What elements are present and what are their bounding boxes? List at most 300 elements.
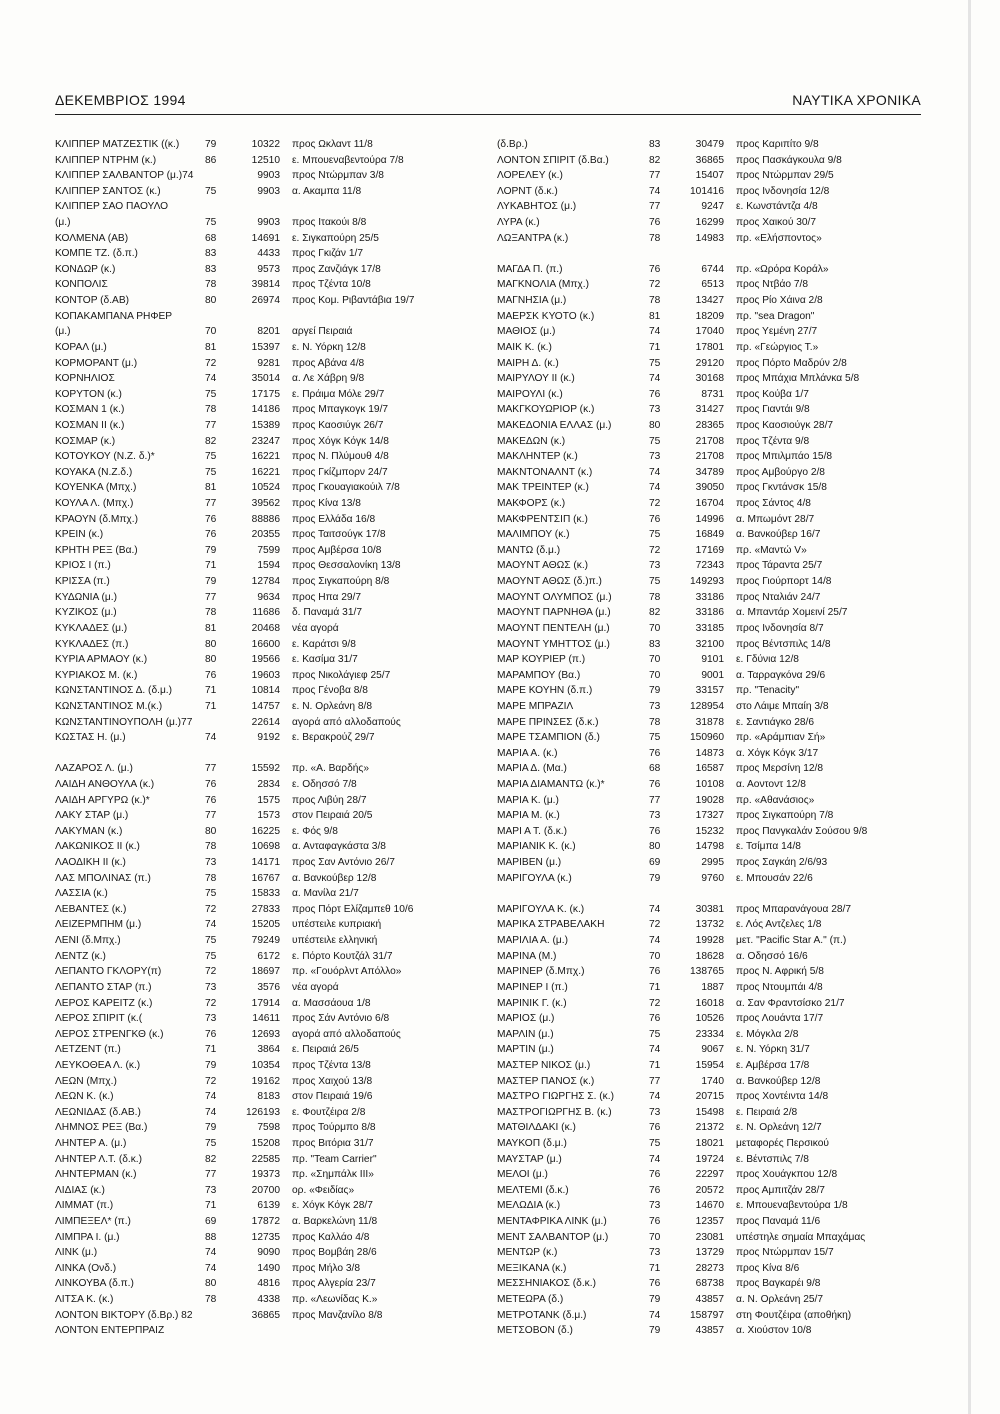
ship-entry <box>55 184 485 200</box>
tonnage: 19028 <box>695 794 724 806</box>
status-destination: ε. Πειραιά 26/5 <box>292 1044 359 1056</box>
ship-name: ΜΑΟΥΝΤ ΠΕΝΤΕΛΗ (μ.) <box>497 622 610 634</box>
ship-name: ΛΕΩΝ (Μπχ.) <box>55 1075 117 1087</box>
ship-name: ΜΕΛΤΕΜΙ (δ.κ.) <box>497 1184 569 1196</box>
ship-entry <box>497 621 927 637</box>
tonnage: 20468 <box>251 622 280 634</box>
ship-name: ΜΑΛΙΜΠΟΥ (κ.) <box>497 529 570 541</box>
status-destination: α. Ταρραγκόνα 29/6 <box>736 669 826 681</box>
ship-name: ΚΛΙΠΠΕΡ ΣΑΟ ΠΑΟΥΛΟ <box>55 201 169 213</box>
build-year: 71 <box>205 1200 217 1212</box>
ship-entry <box>497 1323 927 1339</box>
ship-entry <box>55 199 485 215</box>
build-year: 73 <box>649 1200 661 1212</box>
ship-entry <box>55 808 485 824</box>
status-destination: προς Βαγκαρέι 9/8 <box>736 1278 821 1290</box>
build-year: 76 <box>649 513 661 525</box>
tonnage: 101416 <box>690 185 724 197</box>
ship-name: ΚΟΥΕΝΚΑ (Μπχ.) <box>55 482 137 494</box>
build-year: 71 <box>205 1044 217 1056</box>
status-destination: προς Ντώρμπαν 15/7 <box>736 1247 834 1259</box>
tonnage: 19724 <box>695 1153 724 1165</box>
tonnage: 32100 <box>695 638 724 650</box>
status-destination: προς Ντώρμπαν 3/8 <box>292 170 384 182</box>
ship-entry <box>55 387 485 403</box>
ship-name: ΛΟΝΤΟΝ ΕΝΤΕΡΠΡΑΙΖ <box>55 1325 165 1337</box>
ship-entry <box>55 574 485 590</box>
ship-name: ΜΕΤΡΟΤΑΝΚ (δ.μ.) <box>497 1309 587 1321</box>
status-destination: μετ. "Pacific Star A." (π.) <box>736 935 847 947</box>
status-destination: α. Βαρκελώνη 11/8 <box>292 1216 378 1228</box>
tonnage: 29120 <box>695 357 724 369</box>
tonnage: 17169 <box>695 544 724 556</box>
ship-name: ΛΕΤΖΕΝΤ (π.) <box>55 1044 121 1056</box>
ship-entry <box>55 340 485 356</box>
ship-entry <box>497 496 927 512</box>
ship-name: ΜΑΡΙΝΕΡ Ι (π.) <box>497 981 568 993</box>
ship-name: ΜΑΙΡΥΛΟΥ ΙΙ (κ.) <box>497 373 575 385</box>
status-destination: προς Ντβάο 7/8 <box>736 279 809 291</box>
ship-name: ΚΥΡΙΑΚΟΣ Μ. (κ.) <box>55 669 138 681</box>
ship-name: ΜΑΡΕ ΚΟΥΗΝ (δ.π.) <box>497 685 593 697</box>
build-year: 76 <box>205 1028 217 1040</box>
status-destination: προς Σιγκαπούρη 7/8 <box>736 810 834 822</box>
tonnage: 10524 <box>251 482 280 494</box>
ship-name: ΜΑΟΥΝΤ ΠΑΡΝΗΘΑ (μ.) <box>497 607 611 619</box>
status-destination: ε. Φός 9/8 <box>292 825 338 837</box>
ship-entry <box>497 917 927 933</box>
status-destination: προς Ωκλαντ 11/8 <box>292 139 373 150</box>
status-destination: προς Μανζανίλο 8/8 <box>292 1309 383 1321</box>
ship-entry <box>55 1167 485 1183</box>
ship-entry <box>497 715 927 731</box>
status-destination: ε. Ν. Ορλεάνη 12/7 <box>736 1122 822 1134</box>
tonnage: 30479 <box>695 139 724 150</box>
status-destination: στη Φουτζέιρα (αποθήκη) <box>736 1309 852 1321</box>
ship-name: ΜΑΚΓΚΟΥΩΡΙΟΡ (κ.) <box>497 404 595 416</box>
status-destination: ε. Καράτσι 9/8 <box>292 638 356 650</box>
tonnage: 14171 <box>251 857 280 869</box>
status-destination: προς Νταλιάν 24/7 <box>736 591 821 603</box>
ship-entry <box>55 512 485 528</box>
tonnage: 9903 <box>257 170 280 182</box>
status-destination: προς Καοσιούγκ 28/7 <box>736 419 834 431</box>
build-year: 75 <box>649 1138 661 1149</box>
ship-name: ΜΑΣΤΡΟΓΙΩΡΓΗΣ Β. (κ.) <box>497 1106 612 1118</box>
ship-entry <box>55 465 485 481</box>
ship-entry <box>497 434 927 450</box>
status-destination: προς Καλλάο 4/8 <box>292 1231 370 1243</box>
tonnage: 16587 <box>695 763 724 775</box>
ship-entry <box>497 199 927 215</box>
tonnage: 3576 <box>257 981 280 993</box>
build-year: 73 <box>205 857 217 869</box>
build-year: 74 <box>649 1044 661 1056</box>
ship-name: ΛΑΙΔΗ ΑΝΘΟΥΛΑ (κ.) <box>55 778 155 790</box>
tonnage: 13732 <box>695 919 724 931</box>
page-edge <box>968 0 971 1414</box>
tonnage: 6172 <box>257 950 280 962</box>
ship-entry <box>55 730 485 746</box>
ship-entry <box>497 699 927 715</box>
status-destination: προς Σάν Αντόνιο 6/8 <box>292 1013 390 1025</box>
tonnage: 36865 <box>695 154 724 166</box>
tonnage: 22297 <box>695 1169 724 1181</box>
ship-name: ΛΑΖΑΡΟΣ Λ. (μ.) <box>55 763 133 775</box>
status-destination: υπέστειλε ελληνική <box>292 935 378 947</box>
build-year: 77 <box>205 810 217 822</box>
ship-entry <box>497 949 927 965</box>
ship-entry <box>497 933 927 949</box>
ship-entry <box>55 434 485 450</box>
status-destination: δ. Παναμά 31/7 <box>292 607 362 619</box>
ship-entry <box>497 277 927 293</box>
ship-entry <box>55 902 485 918</box>
build-year: 77 <box>205 419 217 431</box>
ship-name: ΚΟΣΜΑΡ (κ.) <box>55 435 116 447</box>
status-destination: προς Ιτακούι 8/8 <box>292 217 367 229</box>
build-year: 74 <box>649 935 661 947</box>
ship-entry <box>497 730 927 746</box>
build-year: 80 <box>205 295 217 307</box>
ship-name: ΜΑΡΙΒΕΝ (μ.) <box>497 857 562 869</box>
header-rule <box>55 114 921 115</box>
build-year: 75 <box>649 435 661 447</box>
ship-name: ΜΑΙΡΗ Δ. (κ.) <box>497 357 559 369</box>
ship-name: ΜΑΓΝΗΣΙΑ (μ.) <box>497 295 567 307</box>
tonnage: 23334 <box>695 1028 724 1040</box>
tonnage: 33185 <box>695 622 724 634</box>
tonnage: 16704 <box>695 498 724 510</box>
ship-name: ΚΡΑΟΥΝ (δ.Μπχ.) <box>55 513 138 525</box>
build-year: 73 <box>649 810 661 822</box>
build-year: 72 <box>205 1075 217 1087</box>
issue-date: ΔΕΚΕΜΒΡΙΟΣ 1994 <box>55 92 186 108</box>
tonnage: 33186 <box>695 591 724 603</box>
build-year: 86 <box>205 154 217 166</box>
ship-name: ΚΩΝΣΤΑΝΤΙΝΟΣ Μ.(κ.) <box>55 700 163 712</box>
ship-name: ΚΟΥΑΚΑ (Ν.Ζ.δ.) <box>55 466 133 478</box>
ship-name: ΚΡΕΙΝ (κ.) <box>55 529 104 541</box>
ship-name: ΛΑΣ ΜΠΟΛΙΝΑΣ (π.) <box>55 872 151 884</box>
build-year: 77 <box>649 794 661 806</box>
status-destination: πρ. «Λεωνίδας Κ.» <box>292 1294 378 1306</box>
ship-entry <box>55 793 485 809</box>
build-year: 76 <box>205 778 217 790</box>
ship-entry <box>497 637 927 653</box>
ship-entry <box>497 527 927 543</box>
build-year: 75 <box>649 357 661 369</box>
build-year: 75 <box>649 576 661 588</box>
ship-name: ΛΑΚΥ ΣΤΑΡ (μ.) <box>55 810 129 822</box>
ship-name: ΜΑΡΙΛΙΑ Α. (μ.) <box>497 935 568 947</box>
ship-entry <box>497 137 927 153</box>
build-year: 72 <box>649 919 661 931</box>
status-destination: προς Σάντος 4/8 <box>736 498 811 510</box>
tonnage: 2995 <box>701 857 724 869</box>
ship-name: ΛΕΡΟΣ ΚΑΡΕΙΤΖ (κ.) <box>55 997 153 1009</box>
tonnage: 15954 <box>695 1059 724 1071</box>
status-destination: α. Βανκούβερ 16/7 <box>736 529 821 541</box>
ship-entry <box>497 387 927 403</box>
build-year: 75 <box>649 732 661 744</box>
status-destination: προς Τζέντα 13/8 <box>292 1059 371 1071</box>
tonnage: 26974 <box>251 295 280 307</box>
build-year: 83 <box>649 139 661 150</box>
build-year: 76 <box>649 217 661 229</box>
status-destination: αγορά από αλλοδαπούς <box>292 716 401 728</box>
status-destination: α. Μανίλα 21/7 <box>292 888 359 900</box>
status-destination: προς Τζέντα 10/8 <box>292 279 371 291</box>
tonnage: 12735 <box>251 1231 280 1243</box>
tonnage: 15407 <box>695 170 724 182</box>
ship-entry <box>55 933 485 949</box>
build-year: 74 <box>649 1091 661 1103</box>
ship-entry <box>497 1027 927 1043</box>
ship-entry <box>497 808 927 824</box>
ship-name: ΚΟΡΑΛ (μ.) <box>55 341 107 353</box>
ship-entry <box>497 652 927 668</box>
tonnage: 16018 <box>695 997 724 1009</box>
status-destination: προς Αλγερία 23/7 <box>292 1278 376 1290</box>
status-destination: προς Κίνα 13/8 <box>292 498 361 510</box>
build-year: 74 <box>649 903 661 915</box>
ship-entry <box>497 605 927 621</box>
ship-name: ΛΑΟΔΙΚΗ ΙΙ (κ.) <box>55 857 126 869</box>
ship-name: ΜΑΡΙΚΑ ΣΤΡΑΒΕΛΑΚΗ <box>497 919 605 931</box>
tonnage: 31427 <box>695 404 724 416</box>
ship-name: ΚΟΣΜΑΝ ΙΙ (κ.) <box>55 419 125 431</box>
publication-title: ΝΑΥΤΙΚΑ ΧΡΟΝΙΚΑ <box>792 92 921 108</box>
tonnage: 20700 <box>251 1184 280 1196</box>
build-year: 74 <box>649 326 661 338</box>
build-year: 71 <box>205 685 217 697</box>
build-year: 76 <box>649 1169 661 1181</box>
tonnage: 9903 <box>257 217 280 229</box>
ship-entry <box>497 168 927 184</box>
status-destination: α. Μπωμόντ 28/7 <box>736 513 815 525</box>
build-year: 81 <box>205 622 217 634</box>
tonnage: 128954 <box>690 700 724 712</box>
status-destination: α. Ακαμπα 11/8 <box>292 185 362 197</box>
ship-name: ΜΑΣΤΕΡ ΠΑΝΟΣ (κ.) <box>497 1075 595 1087</box>
tonnage: 30381 <box>695 903 724 915</box>
tonnage: 9634 <box>257 591 280 603</box>
status-destination: προς Καριπίτο 9/8 <box>736 139 819 150</box>
ship-name: ΛΕΝΙ (δ.Μπχ.) <box>55 935 121 947</box>
ship-entry <box>497 1292 927 1308</box>
tonnage: 3864 <box>257 1044 280 1056</box>
build-year: 76 <box>649 388 661 400</box>
ship-entry <box>55 356 485 372</box>
tonnage: 4816 <box>257 1278 280 1290</box>
status-destination: ε. Αμβέρσα 17/8 <box>736 1059 810 1071</box>
tonnage: 18021 <box>695 1138 724 1149</box>
tonnage: 10698 <box>251 841 280 853</box>
ship-name: ΜΑΚΛΗΝΤΕΡ (κ.) <box>497 451 578 463</box>
ship-name: ΜΑΟΥΝΤ ΑΘΩΣ (δ.)π.) <box>497 576 602 588</box>
ship-entry <box>497 418 927 434</box>
build-year: 76 <box>205 669 217 681</box>
ship-entry <box>497 215 927 231</box>
build-year: 78 <box>649 232 661 244</box>
status-destination: ε. Σιγκαπούρη 25/5 <box>292 232 379 244</box>
ship-entry <box>55 324 485 340</box>
ship-entry <box>497 1042 927 1058</box>
status-destination: στον Πειραιά 19/6 <box>292 1091 373 1103</box>
build-year: 78 <box>205 1294 217 1306</box>
tonnage: 16221 <box>251 451 280 463</box>
tonnage: 36865 <box>251 1309 280 1321</box>
ship-entry <box>497 1152 927 1168</box>
ship-name: ΜΑΥΣΤΑΡ (μ.) <box>497 1153 562 1165</box>
tonnage: 43857 <box>695 1294 724 1306</box>
status-destination: προς Χόγκ Κόγκ 14/8 <box>292 435 389 447</box>
tonnage: 2834 <box>257 778 280 790</box>
ship-name: ΜΑΡΙΑ Α. (κ.) <box>497 747 558 759</box>
status-destination: προς Κούβα 1/7 <box>736 388 809 400</box>
tonnage: 16767 <box>251 872 280 884</box>
tonnage: 6139 <box>257 1200 280 1212</box>
status-destination: προς Αμβούργο 2/8 <box>736 466 825 478</box>
ship-name: ΜΕΝΤ ΣΑΛΒΑΝΤΟΡ (μ.) <box>497 1231 609 1243</box>
build-year: 72 <box>649 997 661 1009</box>
build-year: 76 <box>205 794 217 806</box>
ship-name: ΜΑΣΤΕΡ ΝΙΚΟΣ (μ.) <box>497 1059 591 1071</box>
tonnage: 14186 <box>251 404 280 416</box>
ship-name: (δ.Βρ.) <box>497 139 528 150</box>
ship-name: ΛΕΠΑΝΤΟ ΓΚΛΟΡΥ(π) <box>55 966 162 978</box>
build-year: 74 <box>205 1247 217 1259</box>
ship-name: ΜΑΓΚΝΟΛΙΑ (Μπχ.) <box>497 279 589 291</box>
ship-entry <box>55 699 485 715</box>
ship-entry <box>55 1261 485 1277</box>
tonnage: 35014 <box>251 373 280 385</box>
build-year: 78 <box>205 279 217 291</box>
ship-entry <box>497 1120 927 1136</box>
build-year: 79 <box>205 576 217 588</box>
status-destination: προς Κομ. Ριβαντάβια 19/7 <box>292 295 415 307</box>
ship-name: ΛΕΒΑΝΤΕΣ (κ.) <box>55 903 127 915</box>
ship-entry <box>497 1074 927 1090</box>
status-destination: πρ. «Γεώργιος Τ.» <box>736 341 819 353</box>
build-year: 68 <box>649 763 661 775</box>
ship-name: ΜΑΡΑΜΠΟΥ (Βα.) <box>497 669 581 681</box>
tonnage: 21708 <box>695 451 724 463</box>
ship-entry <box>497 761 927 777</box>
status-destination: α. Ν. Ορλεάνη 25/7 <box>736 1294 824 1306</box>
build-year: 75 <box>205 388 217 400</box>
tonnage: 10354 <box>251 1059 280 1071</box>
status-destination: ε. Κωνστάντζα 4/8 <box>736 201 818 213</box>
tonnage: 9903 <box>257 185 280 197</box>
ship-entry <box>55 1058 485 1074</box>
status-destination: πρ. «Γουόρλντ Απόλλο» <box>292 966 402 978</box>
build-year: 76 <box>205 513 217 525</box>
ship-name: ΜΕΞΙΚΑΝΑ (κ.) <box>497 1262 567 1274</box>
tonnage: 1575 <box>257 794 280 806</box>
build-year: 72 <box>205 997 217 1009</box>
ship-name: ΜΑΟΥΝΤ ΥΜΗΤΤΟΣ (μ.) <box>497 638 610 650</box>
build-year: 77 <box>649 170 661 182</box>
build-year: 76 <box>649 1013 661 1025</box>
build-year: 74 <box>649 373 661 385</box>
ship-name: ΜΑΤΘΙΛΔΑΚΙ (κ.) <box>497 1122 576 1134</box>
ship-entry <box>497 1276 927 1292</box>
status-destination: προς Αβάνα 4/8 <box>292 357 365 369</box>
ship-entry <box>55 1042 485 1058</box>
build-year: 79 <box>649 1325 661 1337</box>
build-year: 77 <box>205 1169 217 1181</box>
build-year: 70 <box>205 326 217 338</box>
ship-name: ΜΑΟΥΝΤ ΟΛΥΜΠΟΣ (μ.) <box>497 591 612 603</box>
ship-entry <box>497 777 927 793</box>
build-year: 76 <box>649 747 661 759</box>
status-destination: ε. Οδησσό 7/8 <box>292 778 357 790</box>
tonnage: 15389 <box>251 419 280 431</box>
status-destination: προς Ινδονησία 8/7 <box>736 622 824 634</box>
build-year: 76 <box>649 778 661 790</box>
ship-name: ΛΕΡΟΣ ΣΤΡΕΝΓΚΘ (κ.) <box>55 1028 164 1040</box>
ship-name: ΚΟΡΝΗΛΙΟΣ <box>55 373 115 385</box>
ship-name: ΚΡΙΣΣΑ (π.) <box>55 576 110 588</box>
status-destination: υπέστηλε σημαία Μπαχάμας <box>736 1231 866 1243</box>
ship-name: ΚΡΗΤΗ ΡΕΞ (Βα.) <box>55 544 138 556</box>
page-header <box>55 92 921 116</box>
status-destination: α. Βανκούβερ 12/8 <box>292 872 377 884</box>
ship-name: ΜΑΡΙΝΕΡ (δ.Μπχ.) <box>497 966 585 978</box>
build-year: 69 <box>205 1216 217 1228</box>
ship-entry <box>497 1011 927 1027</box>
status-destination: προς Ζανζιάγκ 17/8 <box>292 263 381 275</box>
ship-name: ΛΙΝΚΟΥΒΑ (δ.π.) <box>55 1278 134 1290</box>
ship-name: ΛΕΥΚΟΘΕΑ Λ. (κ.) <box>55 1059 141 1071</box>
ship-entry <box>55 480 485 496</box>
tonnage: 20715 <box>695 1091 724 1103</box>
tonnage: 149293 <box>690 576 724 588</box>
status-destination: προς Κίνα 8/6 <box>736 1262 800 1274</box>
status-destination: α. Μασσάουα 1/8 <box>292 997 371 1009</box>
ship-entry <box>55 886 485 902</box>
ship-name: ΛΑΚΩΝΙΚΟΣ ΙΙ (κ.) <box>55 841 140 853</box>
status-destination: προς Ντώρμπαν 29/5 <box>736 170 834 182</box>
build-year: 82 <box>205 435 217 447</box>
ship-name: ΛΟΡΕΛΕΥ (κ.) <box>497 170 563 182</box>
tonnage: 33186 <box>695 607 724 619</box>
build-year: 73 <box>205 1184 217 1196</box>
ship-name: ΚΟΡΥΤΟΝ (κ.) <box>55 388 122 400</box>
ship-name: ΜΑΚΦΡΕΝΤΣΙΠ (κ.) <box>497 513 588 525</box>
tonnage: 16221 <box>251 466 280 478</box>
ship-name: ΛΗΝΤΕΡ Α. (μ.) <box>55 1138 127 1149</box>
ship-entry <box>55 1183 485 1199</box>
status-destination: πρ. «Ελήσποντος» <box>736 232 822 244</box>
ship-entry <box>55 558 485 574</box>
status-destination: προς Νικολάγιεφ 25/7 <box>292 669 391 681</box>
ship-entry <box>55 855 485 871</box>
status-destination: α. Λε Χάβρη 9/8 <box>292 373 365 385</box>
status-destination: υπέστειλε κυπριακή <box>292 919 382 931</box>
build-year: 78 <box>649 716 661 728</box>
ship-entry <box>497 402 927 418</box>
status-destination: προς Ταιτσούγκ 17/8 <box>292 529 386 541</box>
build-year: 76 <box>205 529 217 541</box>
ship-name: ΛΕΠΑΝΤΟ ΣΤΑΡ (π.) <box>55 981 152 993</box>
ship-entry <box>497 262 927 278</box>
ship-entry <box>55 949 485 965</box>
tonnage: 15208 <box>251 1138 280 1149</box>
status-destination: α. Χόγκ Κόγκ 3/17 <box>736 747 819 759</box>
